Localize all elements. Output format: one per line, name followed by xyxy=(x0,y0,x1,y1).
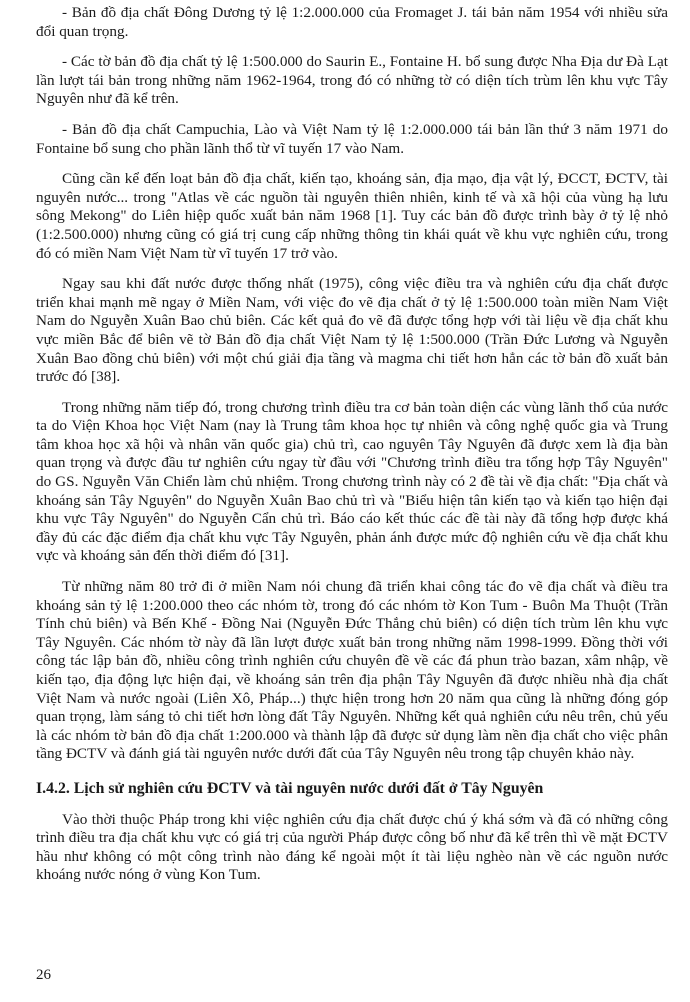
paragraph-500k-sheets: - Các tờ bản đồ địa chất tỷ lệ 1:500.000 do Saurin E., Fontaine H. bổ sung được Nha Địa dư Đà Lạt lần lượt tái bản trong những năm 1962-1964, trong đó có những tờ có diện tích trùm lên khu vực Tây Nguyên như đã kể trên. xyxy=(36,53,668,108)
paragraph-mekong-atlas: Cũng cần kể đến loạt bản đồ địa chất, kiến tạo, khoáng sản, địa mạo, địa vật lý, ĐCCT, ĐCTV, tài nguyên nước... trong "Atlas về các nguồn tài nguyên thiên nhiên, kinh tế và xã hội của vùng hạ lưu sông Mekong" do Liên hiệp quốc xuất bản năm 1968 [1]. Tuy các bản đồ được trình bày ở tỷ lệ nhỏ (1:2.500.000) nhưng cũng có giá trị cung cấp những thông tin khái quát về khu vực nghiên cứu, trong đó có miền Nam Việt Nam từ vĩ tuyến 17 trở vào. xyxy=(36,170,668,262)
paragraph-after-1975: Ngay sau khi đất nước được thống nhất (1975), công việc điều tra và nghiên cứu địa chất được triển khai mạnh mẽ ngay ở Miền Nam, với việc đo vẽ địa chất ở tỷ lệ 1:500.000 toàn miền Nam Việt Nam do Nguyễn Xuân Bao chủ biên. Các kết quả đo vẽ đã được tổng hợp với tài liệu về địa chất khu vực miền Bắc để biên vẽ tờ Bản đồ địa chất Việt Nam tỷ lệ 1:500.000 (Trần Đức Lương và Nguyễn Xuân Bao đồng chủ biên) với một chú giải địa tầng và magma chi tiết hơn hẳn các tờ bản đồ xuất bản trước đó [38]. xyxy=(36,275,668,386)
section-heading: I.4.2. Lịch sử nghiên cứu ĐCTV và tài nguyên nước dưới đất ở Tây Nguyên xyxy=(36,779,544,797)
paragraph-1980s-mapping: Từ những năm 80 trở đi ở miền Nam nói chung đã triển khai công tác đo vẽ địa chất và điều tra khoáng sản tỷ lệ 1:200.000 theo các nhóm tờ, trong đó các nhóm tờ Kon Tum - Buôn Ma Thuột (Trần Tính chủ biên) và Bến Khế - Đồng Nai (Nguyễn Đức Thắng chủ biên) có diện tích trùm lên khu vực Tây Nguyên. Các nhóm tờ này đã lần lượt được xuất bản trong những năm 1998-1999. Đồng thời với công tác lập bản đồ, nhiều công trình nghiên cứu chuyên đề về các đá phun trào bazan, xâm nhập, về kiến tạo, địa động lực hiện đại, về khoáng sản trên địa phận Tây Nguyên đã được nhiều nhà địa chất Việt Nam và nước ngoài (Liên Xô, Pháp...) thực hiện trong hơn 20 năm qua cũng là những đóng góp quan trọng, làm sáng tỏ chi tiết hơn lòng đất Tây Nguyên. Những kết quả nghiên cứu nêu trên, chủ yếu là các nhóm tờ bản đồ địa chất 1:200.000 và thành lập đã được sử dụng làm nền địa chất cho việc phân tầng ĐCTV và đánh giá tài nguyên nước dưới đất của Tây Nguyên nêu trong tập chuyên khảo này. xyxy=(36,578,668,763)
paragraph-cambodia-laos-vietnam-map: - Bản đồ địa chất Campuchia, Lào và Việt Nam tỷ lệ 1:2.000.000 tái bản lần thứ 3 năm 1971 do Fontaine bổ sung cho phần lãnh thổ từ vĩ tuyến 17 vào Nam. xyxy=(36,120,668,157)
paragraph-tay-nguyen-program: Trong những năm tiếp đó, trong chương trình điều tra cơ bản toàn diện các vùng lãnh thổ của nước ta do Viện Khoa học Việt Nam (nay là Trung tâm khoa học tự nhiên và công nghệ quốc gia và Trung tâm khoa học xã hội và nhân văn quốc gia) chủ trì, cao nguyên Tây Nguyên đã được xem là địa bàn quan trọng và được đầu tư nghiên cứu ngay từ đầu với "Chương trình điều tra tổng hợp Tây Nguyên" do GS. Nguyễn Văn Chiển làm chủ nhiệm. Trong chương trình này có 2 đề tài về địa chất: "Địa chất và khoáng sản Tây Nguyên" do Nguyễn Xuân Bao chủ trì và "Biểu hiện tân kiến tạo và kiến tạo hiện đại khu vực Tây Nguyên" do Nguyễn Cẩn chủ trì. Báo cáo kết thúc các đề tài này đã tổng hợp được khá đầy đủ các đặc điểm địa chất khu vực Tây Nguyên, phản ánh được mức độ nghiên cứu về địa chất khu vực và khoáng sản đến thời điểm đó [31]. xyxy=(36,398,668,565)
paragraph-french-period: Vào thời thuộc Pháp trong khi việc nghiên cứu địa chất được chú ý khá sớm và đã có những công trình điều tra địa chất khu vực có giá trị của người Pháp được công bố như đã kể trên thì về mặt ĐCTV hầu như không có một công trình nào đáng kể ngoài một ít tài liệu nghèo nàn về các nguồn nước khoáng nước nóng ở vùng Kon Tum. xyxy=(36,810,668,884)
paragraph-indochina-map: - Bản đồ địa chất Đông Dương tỷ lệ 1:2.000.000 của Fromaget J. tái bản năm 1954 với nhiều sửa đổi quan trọng. xyxy=(36,4,668,40)
page-number: 26 xyxy=(36,967,51,983)
